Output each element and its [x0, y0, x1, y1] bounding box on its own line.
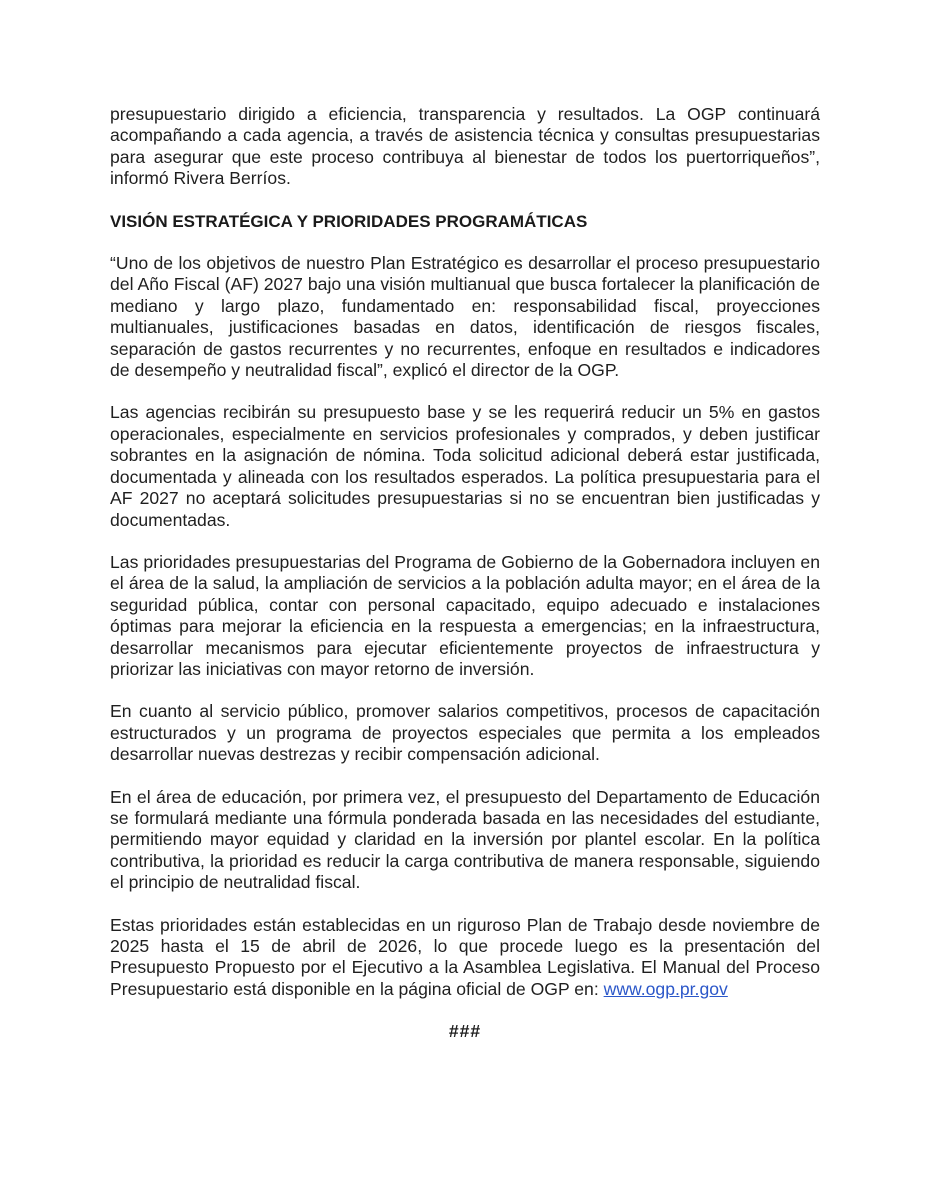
ogp-website-link[interactable]: www.ogp.pr.gov: [603, 978, 728, 999]
paragraph-educacion: En el área de educación, por primera vez, el presupuesto del Departamento de Educación se formulará mediante una fórmula ponderada basada en las necesidades del estudiante, permitiendo mayor equidad y claridad en la inversión por plantel escolar. En la política contributiva, la prioridad es reducir la carga contributiva de manera responsable, siguiendo el principio de neutralidad fiscal.: [110, 786, 820, 893]
section-heading: VISIÓN ESTRATÉGICA Y PRIORIDADES PROGRAMÁTICAS: [110, 211, 588, 231]
paragraph-servicio-publico: En cuanto al servicio público, promover salarios competitivos, procesos de capacitación estructurados y un programa de proyectos especiales que permita a los empleados desarrollar nuevas destrezas y recibir compensación adicional.: [110, 701, 820, 765]
document-body: [110, 104, 820, 1043]
paragraph-plan-de-trabajo-text: Estas prioridades están establecidas en un riguroso Plan de Trabajo desde noviembre de 2025 hasta el 15 de abril de 2026, lo que procede luego es la presentación del Presupuesto Propuesto por el Ejecutivo a la Asamblea Legislativa. El Manual del Proceso Presupuestario está disponible en la página oficial de OGP en:: [110, 914, 820, 999]
end-of-release-mark: ###: [448, 1021, 482, 1042]
paragraph-plan-estrategico: “Uno de los objetivos de nuestro Plan Estratégico es desarrollar el proceso presupuestario del Año Fiscal (AF) 2027 bajo una visión multianual que busca fortalecer la planificación de mediano y largo plazo, fundamentado en: responsabilidad fiscal, proyecciones multianuales, justificaciones basadas en datos, identificación de riesgos fiscales, separación de gastos recurrentes y no recurrentes, enfoque en resultados e indicadores de desempeño y neutralidad fiscal”, explicó el director de la OGP.: [110, 253, 820, 381]
intro-paragraph: presupuestario dirigido a eficiencia, transparencia y resultados. La OGP continuará acompañando a cada agencia, a través de asistencia técnica y consultas presupuestarias para asegurar que este proceso contribuya al bienestar de todos los puertorriqueños”, informó Rivera Berríos.: [110, 104, 820, 189]
paragraph-prioridades: Las prioridades presupuestarias del Programa de Gobierno de la Gobernadora incluyen en el área de la salud, la ampliación de servicios a la población adulta mayor; en el área de la seguridad pública, contar con personal capacitado, equipo adecuado e instalaciones óptimas para mejorar la eficiencia en la respuesta a emergencias; en la infraestructura, desarrollar mecanismos para ejecutar eficientemente proyectos de infraestructura y priorizar las iniciativas con mayor retorno de inversión.: [110, 551, 820, 679]
paragraph-agencias: Las agencias recibirán su presupuesto base y se les requerirá reducir un 5% en gastos operacionales, especialmente en servicios profesionales y comprados, y deben justificar sobrantes en la asignación de nómina. Toda solicitud adicional deberá estar justificada, documentada y alineada con los resultados esperados. La política presupuestaria para el AF 2027 no aceptará solicitudes presupuestarias si no se encuentran bien justificadas y documentadas.: [110, 402, 820, 530]
paragraph-plan-de-trabajo: [110, 915, 820, 1001]
